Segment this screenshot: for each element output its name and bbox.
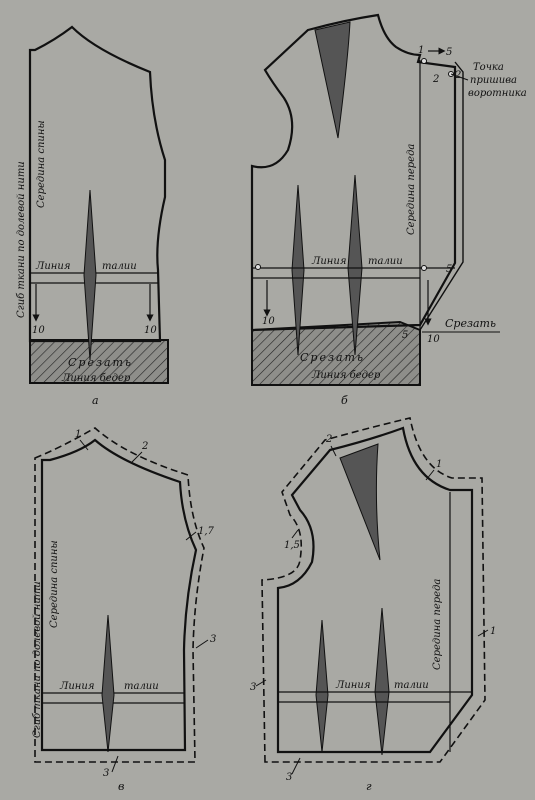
figure-v-dart (102, 615, 114, 752)
figure-g-dart-shoulder (340, 444, 380, 560)
figure-g-dart-left (316, 620, 328, 752)
figure-g-seam-2: 2 (326, 434, 333, 445)
figure-b-collar-label-3: воротника (468, 88, 527, 99)
figure-b-mark-1: 1 (418, 45, 425, 56)
figure-v-waist-left-label: Линия (60, 681, 95, 692)
figure-v-seam-2: 2 (142, 441, 149, 452)
figure-g-seam-1b: 1 (490, 626, 497, 637)
figure-v-seam-3b: 3 (103, 768, 110, 779)
figure-b-hip-label: Линия бедер (312, 370, 381, 381)
figure-v-center-label: Середина спины (49, 540, 60, 628)
figure-v-waist-right-label: талии (124, 681, 159, 692)
figure-a-waist-right-label: талии (102, 261, 137, 272)
figure-b-mark-10-right: 10 (427, 334, 440, 345)
figure-b-collar-label-2: пришива (470, 75, 517, 86)
figure-g-seam-15-tick (292, 530, 298, 538)
figure-b-waist-right-label: талии (368, 256, 403, 267)
figure-v-seam-1: 1 (75, 429, 82, 440)
figure-g-seam-1a: 1 (436, 459, 443, 470)
figure-b-mark-5-waist: 5 (446, 264, 453, 275)
figure-g-dart-right (375, 608, 389, 755)
figure-a-cut-label: Срезать (68, 356, 133, 369)
figure-a-mark-right: 10 (144, 325, 157, 336)
figure-a-letter: а (92, 394, 99, 407)
figure-g-front-with-allowance (250, 418, 496, 793)
figure-b-mark-5-top: 5 (446, 47, 453, 58)
figure-b-waist-left-label: Линия (312, 256, 347, 267)
figure-b-cut-label: Срезать (300, 351, 365, 364)
figure-b-center-label: Середина переда (406, 143, 417, 235)
figure-g-seam-3a: 3 (250, 682, 257, 693)
figure-b-revised-edge (420, 62, 463, 330)
figure-g-waist-left-label: Линия (336, 680, 371, 691)
figure-b-point-waist-left (256, 265, 261, 270)
figure-g-seam-3b: 3 (286, 772, 293, 783)
figure-v-seam-allowance (35, 428, 204, 762)
figure-v-seam-3a: 3 (210, 634, 217, 645)
figure-g-waist-right-label: талии (394, 680, 429, 691)
figure-b-mark-10-left: 10 (262, 316, 275, 327)
figure-g-center-label: Середина переда (432, 578, 443, 670)
figure-g-seam-15: 1,5 (284, 540, 300, 551)
figure-b-letter: б (341, 394, 348, 407)
figure-b-point-collar (422, 59, 427, 64)
figure-a-center-label: Середина спины (36, 120, 47, 208)
figure-b-mark-2a: 2 (433, 74, 440, 85)
figure-a-back-pattern (16, 27, 168, 407)
figure-a-fold-label: Сгиб ткани по долевой нити (16, 161, 27, 318)
figure-g-seam-3b-tick (292, 758, 300, 774)
figure-v-back-with-allowance (32, 428, 216, 793)
figure-g-seam-1b-tick (478, 630, 488, 636)
figure-b-collar-label-1: Точка (473, 62, 504, 73)
figure-b-mark-2b: 2 (455, 70, 462, 81)
figure-b-cut-side-label: Срезать (445, 317, 496, 330)
figure-a-hip-label: Линия бедер (62, 373, 131, 384)
figure-b-mark-5-hem: 5 (402, 330, 409, 341)
figure-v-fold-label: Сгиб ткани по долевой нити (32, 581, 43, 738)
figure-g-seam-3a-tick (256, 680, 266, 686)
figure-b-front-pattern (252, 15, 527, 407)
figure-a-mark-left: 10 (32, 325, 45, 336)
figure-v-seam-17: 1,7 (198, 526, 214, 537)
figure-v-seam-3a-tick (196, 640, 208, 648)
figure-a-outline (30, 27, 165, 341)
figure-b-dart-shoulder (315, 22, 350, 138)
figure-b-point-waist-right (422, 266, 427, 271)
figure-v-letter: в (118, 780, 125, 793)
figure-v-seam-3b-tick (112, 756, 118, 772)
figure-a-dart (84, 190, 96, 360)
figure-g-letter: г (366, 780, 372, 793)
figure-g-seam-2-tick (331, 446, 336, 456)
figure-a-waist-left-label: Линия (36, 261, 71, 272)
